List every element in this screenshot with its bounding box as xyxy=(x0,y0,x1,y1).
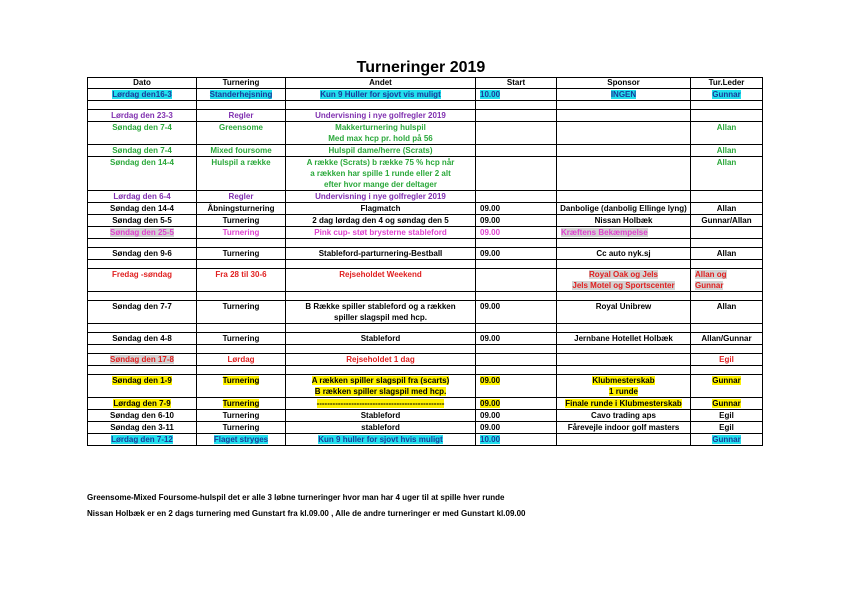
cell-sponsor xyxy=(557,89,691,101)
cell-text: Kræftens Bekæmpelse xyxy=(561,228,648,237)
cell-text: Søndag den 14-4 xyxy=(109,158,174,167)
spacer-row xyxy=(88,324,763,333)
cell-text: Turnering xyxy=(222,216,260,225)
spacer-cell xyxy=(691,101,763,110)
cell-text: Turnering xyxy=(222,423,260,432)
cell-leader xyxy=(691,354,763,366)
cell-text: Turnering xyxy=(222,249,260,258)
cell-text: Lørdag den 7-9 xyxy=(113,399,171,408)
cell-tournament xyxy=(197,122,286,145)
cell-text: Pink cup- støt brysterne stableford xyxy=(314,228,447,237)
cell-text: Søndag den 14-4 xyxy=(109,204,174,213)
cell-start xyxy=(476,434,557,446)
cell-start xyxy=(476,301,557,324)
spacer-cell xyxy=(88,292,197,301)
cell-text: Søndag den 7-7 xyxy=(112,302,172,311)
cell-sponsor xyxy=(557,227,691,239)
cell-text: Kun 9 huller for sjovt hvis muligt xyxy=(318,435,443,444)
cell-other xyxy=(286,248,476,260)
cell-start xyxy=(476,89,557,101)
cell-sponsor xyxy=(557,333,691,345)
cell-tournament xyxy=(197,191,286,203)
cell-other xyxy=(286,110,476,122)
cell-text: Cavo trading aps xyxy=(591,411,656,420)
table-row xyxy=(88,203,763,215)
table-row xyxy=(88,301,763,324)
cell-other xyxy=(286,422,476,434)
cell-text: Cc auto nyk.sj xyxy=(596,249,651,258)
spacer-cell xyxy=(691,324,763,333)
spacer-cell xyxy=(557,324,691,333)
cell-text: A række (Scrats) b række 75 % hcp når a rækken har spille 1 runde eller 2 alt efter hvor mange der deltager xyxy=(306,158,455,189)
cell-other xyxy=(286,434,476,446)
cell-text: Rejseholdet Weekend xyxy=(339,270,422,279)
cell-text: Egil xyxy=(719,423,734,432)
cell-date xyxy=(88,89,197,101)
cell-sponsor xyxy=(557,434,691,446)
header-start: Start xyxy=(476,78,557,89)
cell-tournament xyxy=(197,89,286,101)
cell-text: Regler xyxy=(228,111,254,120)
cell-other xyxy=(286,215,476,227)
table-row xyxy=(88,375,763,398)
cell-text: Allan xyxy=(716,204,737,213)
cell-date xyxy=(88,398,197,410)
cell-text: 09.00 xyxy=(480,399,501,408)
cell-text: Allan xyxy=(716,123,737,132)
cell-tournament xyxy=(197,248,286,260)
cell-text: Undervisning i nye golfregler 2019 xyxy=(315,111,446,120)
cell-text: Gunnar xyxy=(712,90,741,99)
spacer-cell xyxy=(691,292,763,301)
cell-text: Søndag den 3-11 xyxy=(110,423,174,432)
cell-text: A rækken spiller slagspil fra (scarts) B rækken spiller slagspil med hcp. xyxy=(311,376,450,396)
header-date: Dato xyxy=(88,78,197,89)
table-row xyxy=(88,333,763,345)
header-sponsor: Sponsor xyxy=(557,78,691,89)
footnote-1: Greensome-Mixed Foursome-hulspil det er alle 3 løbne turneringer hvor man har 4 uger til at spille hver runde xyxy=(87,493,505,502)
cell-text: Rejseholdet 1 dag xyxy=(346,355,415,364)
cell-start xyxy=(476,110,557,122)
spacer-cell xyxy=(197,101,286,110)
spacer-cell xyxy=(691,260,763,269)
cell-text: Egil xyxy=(719,411,734,420)
cell-tournament xyxy=(197,422,286,434)
cell-text: Søndag den 6-10 xyxy=(109,411,174,420)
spacer-cell xyxy=(197,324,286,333)
spacer-cell xyxy=(557,101,691,110)
cell-text: Søndag den 7-4 xyxy=(112,123,172,132)
cell-text: Standerhejsning xyxy=(209,90,273,99)
cell-date xyxy=(88,301,197,324)
table-row xyxy=(88,89,763,101)
cell-text: 09.00 xyxy=(480,423,501,432)
cell-text: Allan xyxy=(716,158,737,167)
spacer-cell xyxy=(557,345,691,354)
cell-text: Søndag den 4-8 xyxy=(112,334,172,343)
cell-text: Allan xyxy=(716,302,737,311)
cell-start xyxy=(476,269,557,292)
cell-sponsor xyxy=(557,215,691,227)
cell-text: Lørdag den 7-12 xyxy=(111,435,173,444)
cell-text: Allan xyxy=(716,146,737,155)
spacer-cell xyxy=(197,345,286,354)
cell-tournament xyxy=(197,227,286,239)
spacer-cell xyxy=(88,260,197,269)
cell-text: Turnering xyxy=(222,302,260,311)
cell-text: B Række spiller stableford og a rækken spiller slagspil med hcp. xyxy=(305,302,456,322)
cell-date xyxy=(88,333,197,345)
cell-start xyxy=(476,333,557,345)
cell-tournament xyxy=(197,157,286,191)
cell-date xyxy=(88,122,197,145)
cell-leader xyxy=(691,398,763,410)
cell-sponsor xyxy=(557,301,691,324)
cell-leader xyxy=(691,301,763,324)
spacer-cell xyxy=(286,101,476,110)
cell-start xyxy=(476,227,557,239)
cell-text: 09.00 xyxy=(480,302,501,311)
table-row xyxy=(88,122,763,145)
cell-sponsor xyxy=(557,410,691,422)
cell-sponsor xyxy=(557,269,691,292)
spacer-cell xyxy=(88,366,197,375)
spacer-row xyxy=(88,345,763,354)
cell-text: Turnering xyxy=(222,399,260,408)
cell-text: Hulspil dame/herre (Scrats) xyxy=(328,146,433,155)
table-header-row xyxy=(88,78,763,89)
cell-tournament xyxy=(197,301,286,324)
cell-text: 09.00 xyxy=(480,249,501,258)
table-row xyxy=(88,269,763,292)
cell-other xyxy=(286,203,476,215)
page-title: Turneringer 2019 xyxy=(356,59,486,76)
spacer-cell xyxy=(557,260,691,269)
spacer-cell xyxy=(557,366,691,375)
cell-start xyxy=(476,191,557,203)
cell-leader xyxy=(691,227,763,239)
cell-leader xyxy=(691,203,763,215)
cell-leader xyxy=(691,410,763,422)
cell-tournament xyxy=(197,333,286,345)
cell-tournament xyxy=(197,354,286,366)
cell-date xyxy=(88,422,197,434)
cell-leader xyxy=(691,422,763,434)
spacer-cell xyxy=(691,345,763,354)
cell-sponsor xyxy=(557,375,691,398)
cell-date xyxy=(88,110,197,122)
table-row xyxy=(88,248,763,260)
cell-text: Lørdag den16-3 xyxy=(112,90,172,99)
cell-other xyxy=(286,157,476,191)
cell-start xyxy=(476,145,557,157)
spacer-cell xyxy=(286,366,476,375)
spacer-cell xyxy=(557,239,691,248)
cell-leader xyxy=(691,333,763,345)
table-row xyxy=(88,145,763,157)
spacer-cell xyxy=(476,260,557,269)
cell-date xyxy=(88,410,197,422)
cell-date xyxy=(88,434,197,446)
cell-text: Gunnar/Allan xyxy=(701,216,752,225)
cell-date xyxy=(88,375,197,398)
cell-sponsor xyxy=(557,398,691,410)
cell-start xyxy=(476,215,557,227)
cell-text: Jernbane Hotellet Holbæk xyxy=(574,334,673,343)
cell-text: INGEN xyxy=(610,90,637,99)
cell-text: Greensome xyxy=(218,123,264,132)
cell-text: Lørdag xyxy=(227,355,255,364)
table-row xyxy=(88,398,763,410)
spacer-row xyxy=(88,260,763,269)
table-row xyxy=(88,410,763,422)
spacer-row xyxy=(88,292,763,301)
cell-sponsor xyxy=(557,203,691,215)
cell-other xyxy=(286,301,476,324)
spacer-cell xyxy=(286,324,476,333)
spacer-cell xyxy=(88,101,197,110)
cell-text: Åbningsturnering xyxy=(207,204,275,213)
cell-tournament xyxy=(197,375,286,398)
cell-text: Regler xyxy=(228,192,254,201)
cell-text: Turnering xyxy=(222,334,260,343)
cell-text: Mixed foursome xyxy=(210,146,272,155)
table-row xyxy=(88,157,763,191)
spacer-cell xyxy=(197,292,286,301)
cell-text: Søndag den 5-5 xyxy=(112,216,172,225)
cell-text: Søndag den 17-8 xyxy=(109,355,174,364)
spacer-cell xyxy=(476,366,557,375)
cell-start xyxy=(476,248,557,260)
cell-sponsor xyxy=(557,122,691,145)
spacer-cell xyxy=(476,101,557,110)
cell-text: 09.00 xyxy=(480,411,501,420)
spacer-row xyxy=(88,101,763,110)
cell-leader xyxy=(691,375,763,398)
cell-text: 10.00 xyxy=(480,90,501,99)
cell-other xyxy=(286,89,476,101)
cell-text: Fårevejle indoor golf masters xyxy=(567,423,680,432)
table-row xyxy=(88,215,763,227)
cell-leader xyxy=(691,248,763,260)
cell-text: Egil xyxy=(719,355,734,364)
header-other: Andet xyxy=(286,78,476,89)
cell-date xyxy=(88,191,197,203)
spacer-cell xyxy=(197,239,286,248)
cell-text: 2 dag lørdag den 4 og søndag den 5 xyxy=(312,216,449,225)
cell-date xyxy=(88,145,197,157)
cell-text: Makkerturnering hulspil Med max hcp pr. hold på 56 xyxy=(328,123,433,143)
cell-text: 10.00 xyxy=(480,435,501,444)
spacer-row xyxy=(88,366,763,375)
cell-date xyxy=(88,215,197,227)
cell-other xyxy=(286,122,476,145)
cell-text: Gunnar xyxy=(712,376,741,385)
cell-other xyxy=(286,333,476,345)
spacer-cell xyxy=(476,239,557,248)
cell-start xyxy=(476,410,557,422)
cell-text: Turnering xyxy=(222,411,260,420)
spacer-cell xyxy=(197,260,286,269)
tournament-table xyxy=(87,77,763,446)
cell-text: Gunnar xyxy=(712,399,741,408)
cell-text: Stableford-parturnering-Bestball xyxy=(318,249,443,258)
cell-start xyxy=(476,203,557,215)
cell-tournament xyxy=(197,215,286,227)
cell-text: 09.00 xyxy=(480,204,501,213)
cell-text: Klubmesterskab 1 runde xyxy=(592,376,655,396)
cell-leader xyxy=(691,89,763,101)
cell-text: 09.00 xyxy=(480,334,501,343)
table-row xyxy=(88,434,763,446)
cell-other xyxy=(286,375,476,398)
spacer-cell xyxy=(88,345,197,354)
cell-text: Turnering xyxy=(222,228,260,237)
cell-text: stableford xyxy=(361,423,400,432)
cell-start xyxy=(476,122,557,145)
cell-text: Gunnar xyxy=(712,435,741,444)
spacer-cell xyxy=(286,292,476,301)
cell-other xyxy=(286,191,476,203)
cell-text: Hulspil a række xyxy=(211,158,271,167)
cell-start xyxy=(476,375,557,398)
cell-other xyxy=(286,354,476,366)
spacer-cell xyxy=(88,324,197,333)
cell-start xyxy=(476,354,557,366)
cell-leader xyxy=(691,434,763,446)
cell-tournament xyxy=(197,410,286,422)
cell-text: Royal Oak og Jels Jels Motel og Sportscenter xyxy=(572,270,675,290)
cell-tournament xyxy=(197,110,286,122)
cell-other xyxy=(286,227,476,239)
cell-leader xyxy=(691,122,763,145)
spacer-cell xyxy=(286,345,476,354)
cell-sponsor xyxy=(557,354,691,366)
cell-tournament xyxy=(197,434,286,446)
cell-text: Stableford xyxy=(360,411,401,420)
cell-date xyxy=(88,269,197,292)
spacer-cell xyxy=(476,324,557,333)
cell-text: Royal Unibrew xyxy=(595,302,652,311)
cell-date xyxy=(88,203,197,215)
cell-sponsor xyxy=(557,422,691,434)
cell-leader xyxy=(691,110,763,122)
header-tournament: Turnering xyxy=(197,78,286,89)
cell-text: Danbolige (danbolig Ellinge lyng) xyxy=(560,204,687,213)
cell-text: Turnering xyxy=(222,376,260,385)
cell-text: 09.00 xyxy=(480,216,501,225)
spacer-cell xyxy=(691,239,763,248)
spacer-cell xyxy=(88,239,197,248)
cell-text: Nissan Holbæk xyxy=(594,216,653,225)
cell-leader xyxy=(691,269,763,292)
cell-text: Allan xyxy=(716,249,737,258)
cell-text: Finale runde i Klubmesterskab xyxy=(565,399,682,408)
spacer-row xyxy=(88,239,763,248)
spacer-cell xyxy=(476,292,557,301)
spacer-cell xyxy=(286,260,476,269)
cell-text: Allan og Gunnar xyxy=(695,270,727,290)
cell-start xyxy=(476,422,557,434)
cell-text: ------------------------------------------------ xyxy=(316,399,445,408)
cell-other xyxy=(286,410,476,422)
cell-tournament xyxy=(197,203,286,215)
spacer-cell xyxy=(286,239,476,248)
cell-other xyxy=(286,398,476,410)
cell-leader xyxy=(691,215,763,227)
cell-text: Søndag den 1-9 xyxy=(112,376,172,385)
cell-leader xyxy=(691,191,763,203)
cell-start xyxy=(476,157,557,191)
cell-sponsor xyxy=(557,191,691,203)
cell-tournament xyxy=(197,269,286,292)
cell-date xyxy=(88,157,197,191)
cell-sponsor xyxy=(557,157,691,191)
spacer-cell xyxy=(476,345,557,354)
cell-date xyxy=(88,354,197,366)
cell-text: Flaget stryges xyxy=(213,435,269,444)
spacer-cell xyxy=(557,292,691,301)
cell-text: Lørdag den 6-4 xyxy=(113,192,171,201)
cell-text: Søndag den 9-6 xyxy=(112,249,172,258)
cell-text: Søndag den 7-4 xyxy=(112,146,172,155)
cell-text: Flagmatch xyxy=(360,204,401,213)
cell-leader xyxy=(691,145,763,157)
footnote-2: Nissan Holbæk er en 2 dags turnering med Gunstart fra kl.09.00 , Alle de andre turneringer er med Gunstart kl.09.00 xyxy=(87,509,526,518)
table-row xyxy=(88,110,763,122)
header-leader: Tur.Leder xyxy=(691,78,763,89)
cell-text: Fra 28 til 30-6 xyxy=(215,270,267,279)
cell-text: 09.00 xyxy=(480,228,501,237)
cell-text: 09.00 xyxy=(480,376,501,385)
cell-text: Lørdag den 23-3 xyxy=(111,111,173,120)
cell-sponsor xyxy=(557,145,691,157)
table-row xyxy=(88,354,763,366)
cell-date xyxy=(88,248,197,260)
cell-leader xyxy=(691,157,763,191)
cell-text: Undervisning i nye golfregler 2019 xyxy=(315,192,446,201)
cell-date xyxy=(88,227,197,239)
cell-tournament xyxy=(197,145,286,157)
cell-other xyxy=(286,145,476,157)
cell-start xyxy=(476,398,557,410)
cell-text: Stableford xyxy=(360,334,401,343)
table-row xyxy=(88,191,763,203)
cell-tournament xyxy=(197,398,286,410)
spacer-cell xyxy=(197,366,286,375)
cell-text: Søndag den 25-5 xyxy=(109,228,174,237)
cell-sponsor xyxy=(557,110,691,122)
cell-other xyxy=(286,269,476,292)
table-row xyxy=(88,422,763,434)
table-row xyxy=(88,227,763,239)
spacer-cell xyxy=(691,366,763,375)
cell-text: Fredag -søndag xyxy=(111,270,172,279)
cell-text: Kun 9 Huller for sjovt vis muligt xyxy=(320,90,441,99)
cell-sponsor xyxy=(557,248,691,260)
cell-text: Allan/Gunnar xyxy=(701,334,752,343)
